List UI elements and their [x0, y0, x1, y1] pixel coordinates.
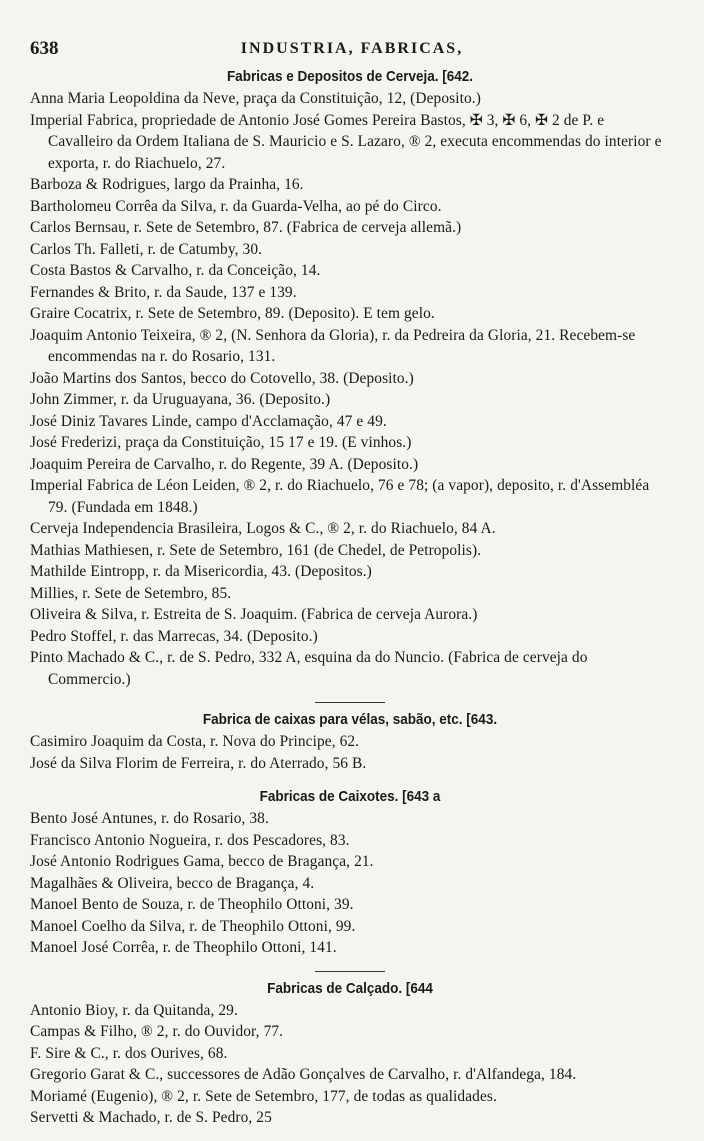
list-item: Magalhães & Oliveira, becco de Bragança, 4.: [30, 874, 315, 892]
list-item: José Antonio Rodrigues Gama, becco de Bragança, 21.: [30, 853, 374, 870]
list-item: Pedro Stoffel, r. das Marrecas, 34. (Deposito.): [30, 627, 318, 645]
list-item: Manoel Coelho da Silva, r. de Theophilo Ottoni, 99.: [30, 917, 356, 935]
list-item: Carlos Bernsau, r. Sete de Setembro, 87. (Fabrica de cerveja allemã.): [30, 219, 462, 236]
list-item: Gregorio Garat & C., successores de Adão Gonçalves de Carvalho, r. d'Alfandega, 184.: [30, 1066, 577, 1083]
list-item: John Zimmer, r. da Uruguayana, 36. (Deposito.): [30, 391, 331, 408]
list-item: Fernandes & Brito, r. da Saude, 137 e 139.: [30, 283, 297, 301]
section-divider: [315, 971, 385, 972]
list-item: Mathilde Eintropp, r. da Misericordia, 43. (Depositos.): [30, 563, 372, 580]
list-item: Millies, r. Sete de Setembro, 85.: [30, 584, 232, 602]
list-item: Campas & Filho, ® 2, r. do Ouvidor, 77.: [30, 1023, 284, 1040]
list-item: Bartholomeu Corrêa da Silva, r. da Guarda-Velha, ao pé do Circo.: [30, 197, 442, 215]
list-item: Imperial Fabrica de Léon Leiden, ® 2, r. do Riachuelo, 76 e 78; (a vapor), deposito, r. d'Assembléa 79. (Fundada em 1848.): [30, 477, 650, 516]
list-item: Mathias Mathiesen, r. Sete de Setembro, 161 (de Chedel, de Petropolis).: [30, 541, 482, 559]
section-title: Fabricas de Calçado. [644: [267, 979, 433, 997]
list-item: Graire Cocatrix, r. Sete de Setembro, 89. (Deposito). E tem gelo.: [30, 305, 435, 322]
list-item: Cerveja Independencia Brasileira, Logos & C., ® 2, r. do Riachuelo, 84 A.: [30, 520, 496, 537]
section-title: Fabricas e Depositos de Cerveja. [642.: [226, 68, 474, 85]
list-item: F. Sire & C., r. dos Ourives, 68.: [30, 1044, 228, 1062]
section-caixotes: [30, 786, 670, 959]
list-item: Anna Maria Leopoldina da Neve, praça da Constituição, 12, (Deposito.): [30, 90, 481, 107]
list-item: Antonio Bioy, r. da Quitanda, 29.: [30, 1001, 238, 1019]
section-title: Fabricas de Caixotes. [643 a: [259, 788, 441, 805]
list-item: José Diniz Tavares Linde, campo d'Acclamação, 47 e 49.: [30, 412, 387, 430]
list-item: Costa Bastos & Carvalho, r. da Conceição, 14.: [30, 262, 321, 279]
list-item: Francisco Antonio Nogueira, r. dos Pescadores, 83.: [30, 831, 350, 849]
page-content: [30, 66, 670, 1141]
section-title: Fabrica de caixas para vélas, sabão, etc. [643.: [202, 711, 498, 728]
page-number: 638: [30, 38, 59, 59]
list-item: Manoel Bento de Souza, r. de Theophilo Ottoni, 39.: [30, 896, 354, 913]
list-item: Oliveira & Silva, r. Estreita de S. Joaquim. (Fabrica de cerveja Aurora.): [30, 606, 478, 623]
list-item: Joaquim Pereira de Carvalho, r. do Regente, 39 A. (Deposito.): [30, 455, 419, 473]
section-cerveja: [30, 66, 670, 690]
page-header: [30, 38, 674, 64]
list-item: Casimiro Joaquim da Costa, r. Nova do Principe, 62.: [30, 733, 360, 750]
list-item: Barboza & Rodrigues, largo da Prainha, 16.: [30, 176, 304, 193]
list-item: João Martins dos Santos, becco do Cotovello, 38. (Deposito.): [30, 369, 414, 387]
list-item: José da Silva Florim de Ferreira, r. do Aterrado, 56 B.: [30, 754, 367, 772]
list-item: Servetti & Machado, r. de S. Pedro, 25: [30, 1109, 272, 1126]
section-caixas-velas: [30, 709, 670, 774]
list-item: Bento José Antunes, r. do Rosario, 38.: [30, 810, 269, 827]
section-calcado: [30, 978, 670, 1129]
list-item: José Frederizi, praça da Constituição, 15 17 e 19. (E vinhos.): [30, 434, 412, 451]
list-item: Joaquim Antonio Teixeira, ® 2, (N. Senhora da Gloria), r. da Pedreira da Gloria, 21. Recebem-se encommendas na r. do Rosario, 131.: [30, 326, 636, 365]
running-title: INDUSTRIA, FABRICAS,: [240, 40, 464, 57]
list-item: Moriamé (Eugenio), ® 2, r. Sete de Setembro, 177, de todas as qualidades.: [30, 1087, 497, 1105]
list-item: Manoel José Corrêa, r. de Theophilo Ottoni, 141.: [30, 939, 337, 956]
section-divider: [315, 702, 385, 703]
list-item: Pinto Machado & C., r. de S. Pedro, 332 A, esquina da do Nuncio. (Fabrica de cerveja do Commercio.): [30, 649, 588, 688]
list-item: Carlos Th. Falleti, r. de Catumby, 30.: [30, 240, 263, 258]
list-item: Imperial Fabrica, propriedade de Antonio José Gomes Pereira Bastos, ✠ 3, ✠ 6, ✠ 2 de P. e Cavalleiro da Ordem Italiana de S. Mauricio e S. Lazaro, ® 2, executa encommendas do interior e exporta, r. do Riachuelo, 27.: [30, 111, 662, 172]
